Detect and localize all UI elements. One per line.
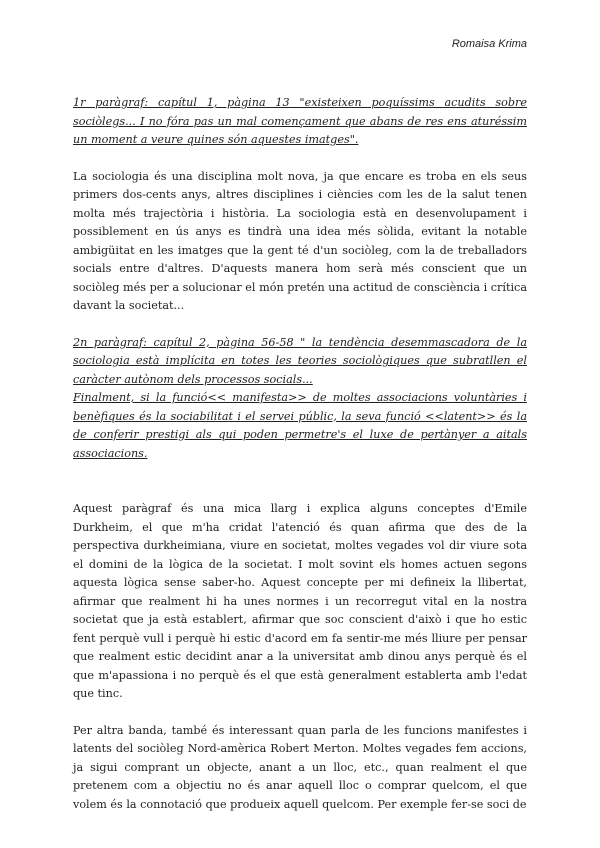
quote-paragraph-2b: Finalment, si la funció<< manifesta>> de moltes associacions voluntàries i benèfiques és la sociabilitat i el servei públic, la seva funció <<latent>> és la de conferir prestigi als qui poden permetre's el luxe de pertànyer a aitals associacions. bbox=[73, 391, 527, 460]
quote-paragraph-2a: 2n paràgraf: capítul 2, pàgina 56-58 " la tendència desemmascadora de la sociologia està implícita en totes les teories sociològiques que subratllen el caràcter autònom dels processos socials... bbox=[73, 335, 527, 386]
document-body bbox=[73, 94, 527, 814]
body-paragraph-1: La sociologia és una disciplina molt nova, ja que encare es troba en els seus primers dos-cents anys, altres disciplines i ciències com les de la salut tenen molta més trajectòria i història. La sociologia està en desenvolupament i possiblement en ús anys es tindrà una idea més sòlida, evitant la notable ambigüitat en les imatges que la gent té d'un sociòleg, com la de treballadors socials entre d'altres. D'aquests manera hom serà més conscient que un sociòleg més per a solucionar el món pretén una actitud de consciència i crítica davant la societat... bbox=[73, 169, 527, 312]
quote-paragraph-1: 1r paràgraf: capítul 1, pàgina 13 "existeixen poquíssims acudits sobre sociòlegs... I no fóra pas un mal començament que abans de res ens aturéssim un moment a veure quines són aquestes imatges". bbox=[73, 96, 527, 146]
body-paragraph-3: Per altra banda, també és interessant quan parla de les funcions manifestes i latents del sociòleg Nord-amèrica Robert Merton. Moltes vegades fem accions, ja sigui comprant un objecte, anant a un lloc, etc., quan realment el que pretenem com a objectiu no és anar aquell lloc o comprar quelcom, el que volem és la connotació que produeix aquell quelcom. Per exemple fer-se soci de bbox=[73, 723, 527, 811]
body-paragraph-2: Aquest paràgraf és una mica llarg i explica alguns conceptes d'Emile Durkheim, el que m'ha cridat l'atenció és quan afirma que des de la perspectiva durkheimiana, viure en societat, moltes vegades vol dir viure sota el domini de la lògica de la societat. I molt sovint els homes actuen segons aquesta lògica sense saber-ho. Aquest concepte per mi defineix la llibertat, afirmar que realment hi ha unes normes i un recorregut vital en la nostra societat que ja està establert, afirmar que soc conscient d'això i que ho estic fent perquè vull i perquè hi estic d'acord em fa sentir-me més lliure per pensar que realment estic decidint anar a la universitat amb dinou anys perquè és el que m'apassiona i no perquè és el que està generalment establerta amb l'edat que tinc. bbox=[73, 502, 527, 700]
author-name: Romaisa Krima bbox=[451, 38, 527, 50]
